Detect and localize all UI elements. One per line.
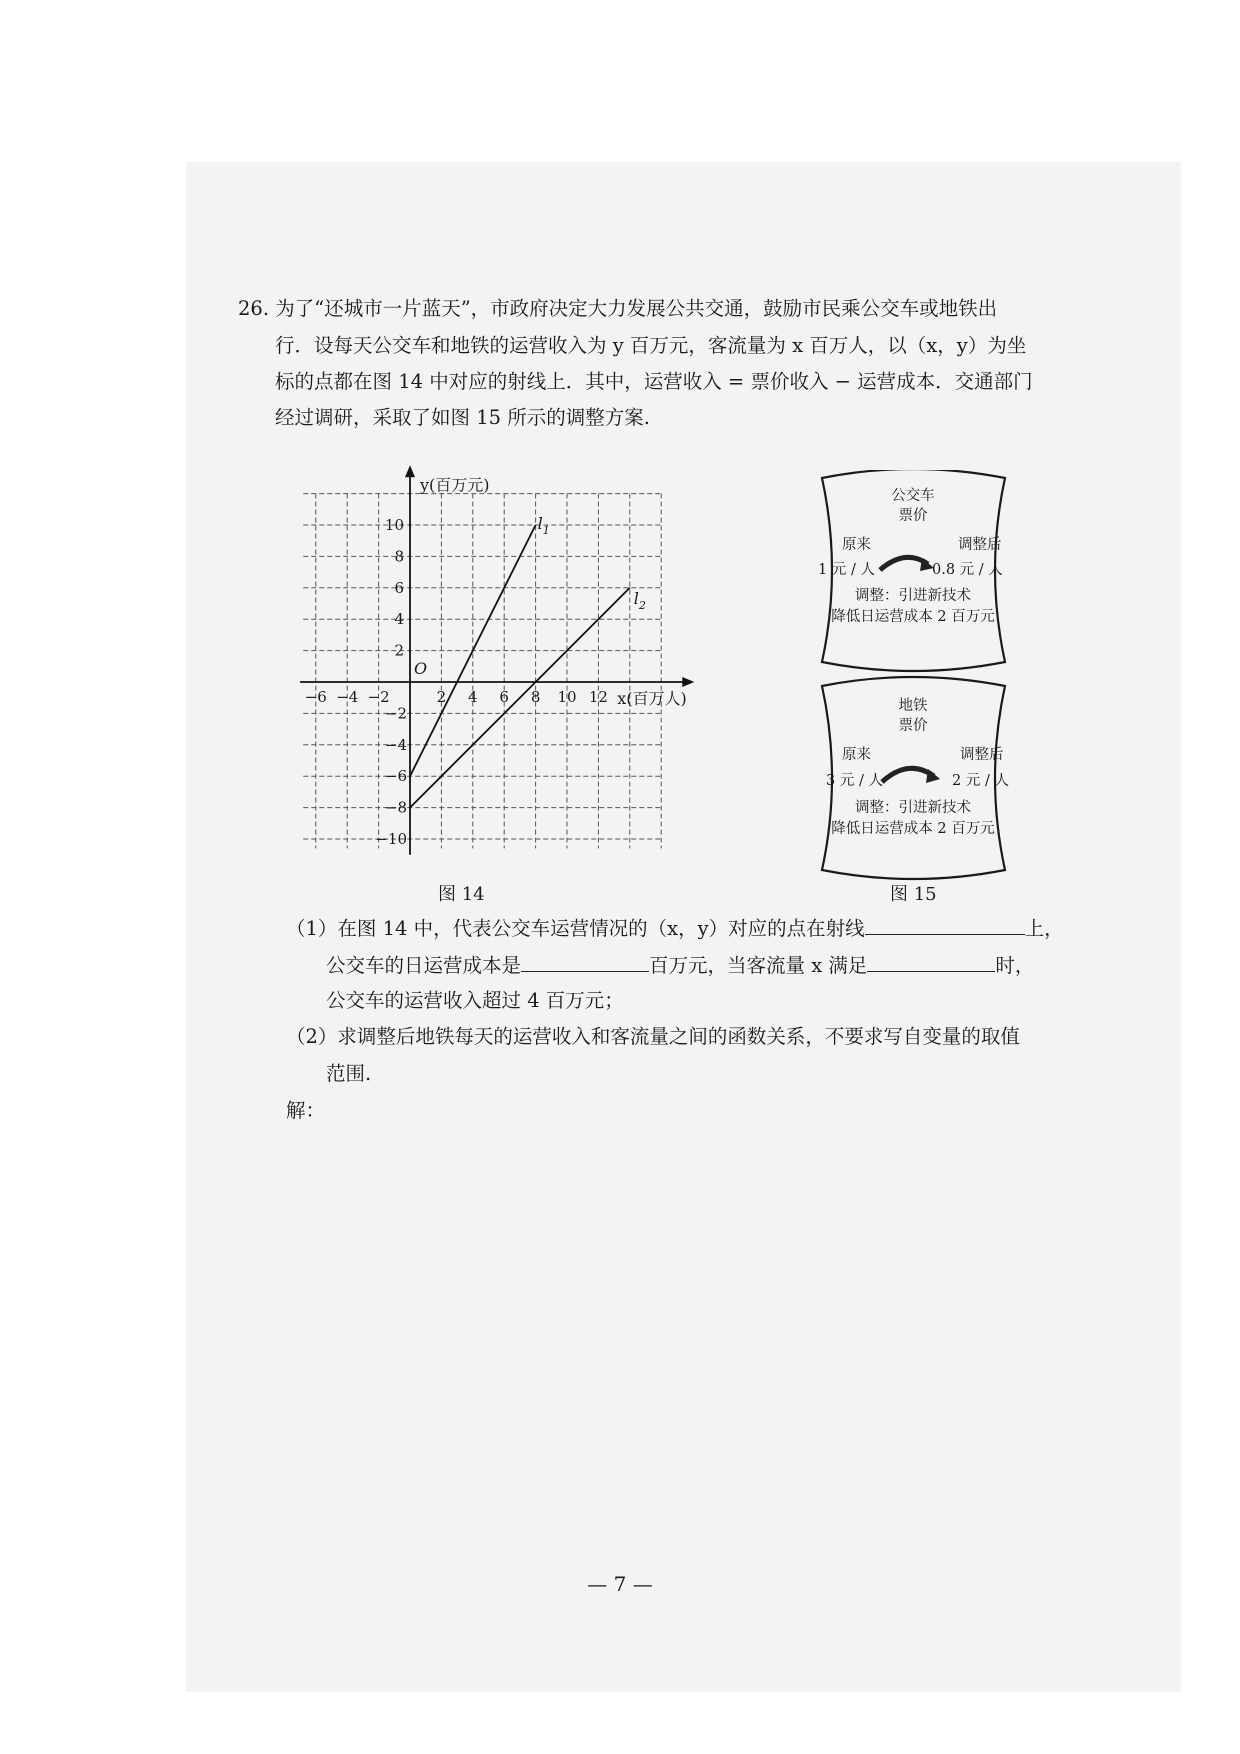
y-tick-label: −4 [384, 735, 407, 754]
x-tick-label: 10 [557, 688, 577, 706]
ray-l2-label: $l_2$ [633, 588, 646, 612]
metro-before-value: 3 元 / 人 [826, 773, 883, 789]
metro-reduce: 降低日运营成本 2 百万元 [831, 821, 995, 837]
problem-line-4: 经过调研，采取了如图 15 所示的调整方案. [275, 406, 650, 429]
y-tick-label: 2 [394, 641, 404, 660]
x-tick-label: 4 [468, 688, 478, 706]
bus-title-1: 公交车 [891, 488, 935, 504]
page-number: — 7 — [587, 1572, 653, 1596]
question-1-text-a-end: 上， [1024, 917, 1064, 940]
y-tick-label: −6 [384, 767, 407, 786]
figure-14-graph [300, 460, 720, 880]
y-tick-label: 4 [394, 610, 404, 629]
metro-before-label: 原来 [842, 747, 871, 763]
x-tick-label: −2 [367, 688, 390, 706]
y-tick-label: 8 [394, 547, 404, 566]
question-1-line-b [326, 951, 1034, 979]
x-tick-label: 8 [530, 688, 541, 706]
question-1-text-a: （1）在图 14 中，代表公交车运营情况的（x，y）对应的点在射线 [286, 917, 865, 940]
y-tick-label: −2 [384, 704, 407, 723]
y-tick-label: −10 [375, 830, 407, 848]
y-axis-arrow-icon [405, 465, 415, 477]
ray-l1-label: $l_1$ [537, 514, 550, 537]
metro-title-1: 地铁 [898, 698, 928, 714]
metro-adjust: 调整：引进新技术 [855, 800, 971, 816]
x-axis-label: x(百万人) [617, 689, 687, 708]
problem-line-2: 行．设每天公交车和地铁的运营收入为 y 百万元，客流量为 x 百万人，以（x，y）为坐 [275, 334, 1027, 357]
y-axis-label: y(百万元) [420, 475, 490, 495]
bus-reduce: 降低日运营成本 2 百万元 [831, 609, 995, 625]
ray-l1-subscript: 1 [542, 524, 550, 537]
x-axis-arrow-icon [682, 677, 694, 687]
question-1-line-c: 公交车的运营收入超过 4 百万元； [326, 989, 624, 1012]
bus-adjust: 调整：引进新技术 [855, 588, 971, 604]
x-tick-label: 6 [499, 688, 509, 706]
problem-number: 26. [238, 297, 270, 320]
bus-title-2: 票价 [898, 508, 928, 524]
x-tick-label: −6 [304, 688, 327, 706]
bus-before-label: 原来 [842, 537, 871, 553]
question-1-text-b1: 公交车的日运营成本是 [326, 954, 522, 977]
question-1-text-b-end: 时， [995, 954, 1035, 977]
question-2-line-a: （2）求调整后地铁每天的运营收入和客流量之间的函数关系，不要求写自变量的取值 [286, 1025, 1020, 1048]
bus-after-label: 调整后 [958, 537, 1002, 553]
problem-line-1 [238, 296, 997, 322]
y-tick-label: 6 [394, 578, 404, 597]
metro-after-label: 调整后 [960, 747, 1004, 763]
question-2-line-b: 范围. [326, 1062, 372, 1085]
bus-before-value: 1 元 / 人 [818, 562, 875, 578]
metro-title-2: 票价 [898, 718, 928, 734]
question-1-line-a [286, 914, 1064, 942]
x-tick-label: 12 [588, 688, 608, 706]
question-1-text-b2: 百万元，当客流量 x 满足 [649, 954, 868, 977]
problem-line-3: 标的点都在图 14 中对应的射线上．其中，运营收入 = 票价收入 − 运营成本．交通部门 [275, 370, 1033, 393]
bus-panel [818, 470, 1005, 671]
x-tick-label: 2 [436, 688, 447, 706]
metro-after-value: 2 元 / 人 [952, 773, 1009, 789]
x-tick-label: −4 [336, 688, 359, 706]
answer-blank-range[interactable] [867, 951, 995, 972]
figure-14-caption: 图 14 [438, 884, 485, 905]
origin-label: O [414, 659, 428, 678]
ray-l2-subscript: 2 [638, 598, 646, 612]
metro-panel [822, 677, 1009, 879]
figure-15-caption: 图 15 [890, 884, 937, 905]
bus-after-value: 0.8 元 / 人 [932, 562, 1003, 578]
figure-15-panels [810, 470, 1040, 882]
answer-blank-ray[interactable] [865, 914, 1025, 935]
answer-label: 解： [286, 1099, 326, 1122]
answer-blank-cost[interactable] [521, 951, 649, 972]
problem-text-1: 为了“还城市一片蓝天”，市政府决定大力发展公共交通，鼓励市民乘公交车或地铁出 [275, 297, 998, 320]
y-tick-label: 10 [384, 516, 404, 534]
y-tick-label: −8 [384, 798, 407, 817]
